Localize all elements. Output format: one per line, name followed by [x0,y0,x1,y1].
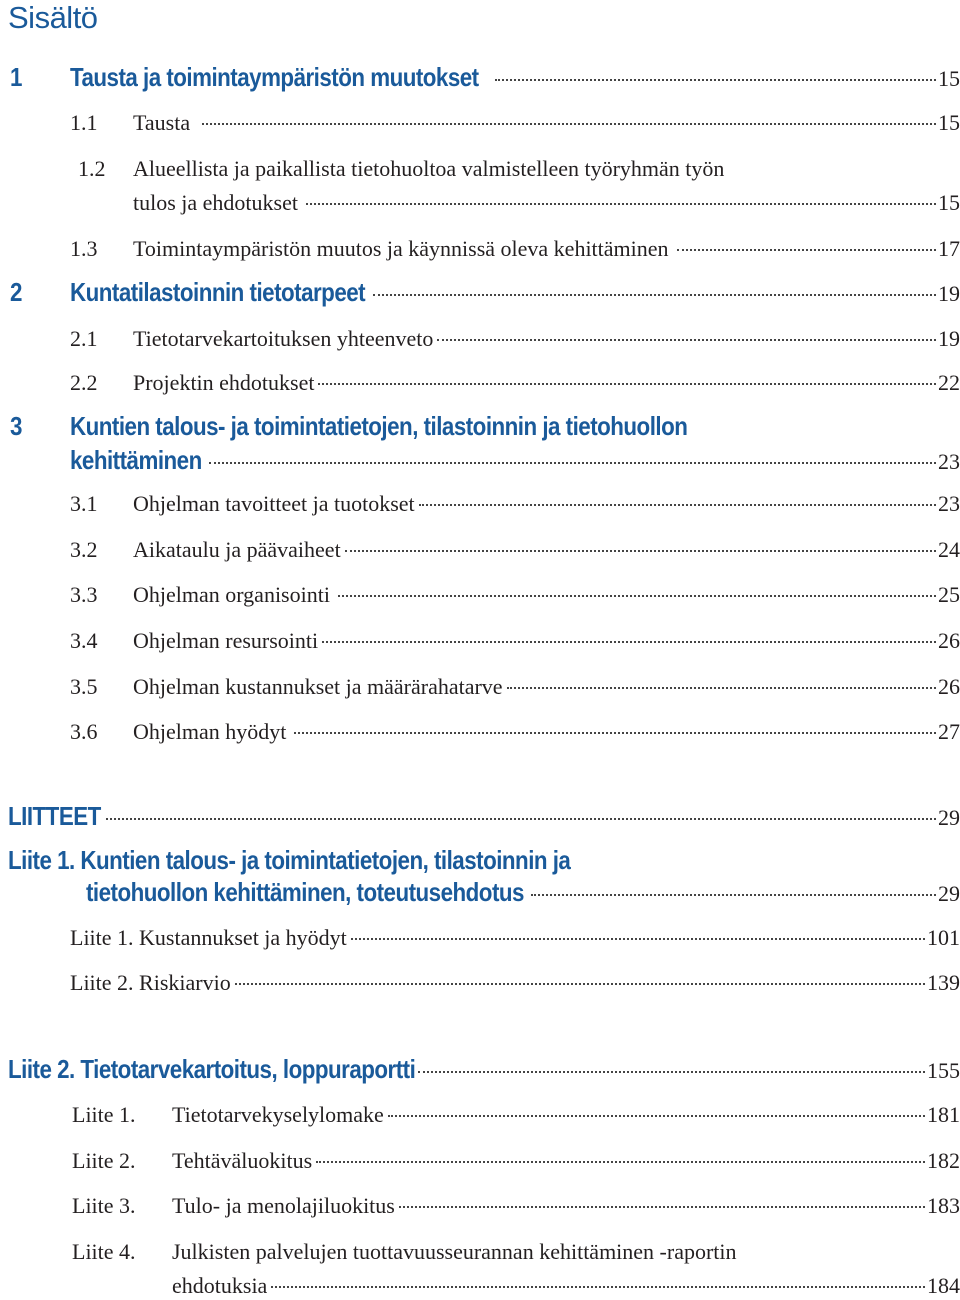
entry-title: Ohjelman hyödyt [133,719,287,744]
entry-number: Liite 3. [72,1193,136,1218]
page-number: 155 [927,1058,960,1083]
dot-leader [437,339,936,341]
page-number: 29 [938,881,960,906]
entry-number: 3 [10,411,22,441]
entry-title: Ohjelman resursointi [133,628,319,653]
page-number: 22 [938,370,960,395]
toc-entry[interactable] [0,1148,960,1174]
page-number: 181 [927,1102,960,1127]
toc-entry[interactable] [0,277,960,308]
entry-title: Tietotarvekartoituksen yhteenveto [133,326,434,351]
page-number: 19 [938,281,960,306]
toc-entry[interactable] [0,628,960,654]
entry-number: 3.4 [70,628,98,653]
entry-title: Kuntatilastoinnin tietotarpeet [70,277,366,307]
entry-title: Ohjelman organisointi [133,582,330,607]
entry-number: 1.1 [70,110,98,135]
dot-leader [271,1286,925,1288]
entry-title: Kuntien talous- ja toimintatietojen, tilastoinnin ja tietohuollon [70,411,688,441]
toc-entry[interactable] [0,674,960,700]
dot-leader [306,203,936,205]
toc-entry[interactable] [0,370,960,396]
entry-number: Liite 1. [72,1102,136,1127]
toc-entry[interactable] [0,719,960,745]
toc-entry[interactable] [0,925,960,951]
toc-entry[interactable] [0,1102,960,1128]
entry-title: Liite 2. Riskiarvio [70,970,231,995]
entry-number: 2 [10,277,22,307]
entry-title: Tausta [133,110,191,135]
toc-entry[interactable] [0,801,960,832]
entry-title: Tulo- ja menolajiluokitus [172,1193,395,1218]
entry-number: 1 [10,62,22,92]
page-number: 25 [938,582,960,607]
dot-leader [338,595,936,597]
entry-title: Liite 2. Tietotarvekartoitus, loppuraportti [8,1054,416,1084]
entry-number: Liite 4. [72,1239,136,1264]
entry-title: Aikataulu ja päävaiheet [133,537,341,562]
dot-leader [294,732,936,734]
page-number: 23 [938,491,960,516]
page-number: 23 [938,449,960,474]
toc-entry[interactable] [0,445,960,476]
page-number: 101 [927,925,960,950]
entry-title: Alueellista ja paikallista tietohuoltoa valmistelleen työryhmän työn [133,156,725,181]
dot-leader [316,1161,925,1163]
entry-title: Tietotarvekyselylomake [172,1102,384,1127]
dot-leader [677,249,936,251]
dot-leader [531,894,936,896]
entry-title-continued: kehittäminen [70,445,202,475]
toc-entry[interactable] [0,236,960,262]
entry-number: 2.2 [70,370,98,395]
entry-title: LIITTEET [8,801,101,831]
entry-title: Toimintaympäristön muutos ja käynnissä oleva kehittäminen [133,236,669,261]
entry-number: 2.1 [70,326,98,351]
toc-entry[interactable] [0,190,960,216]
entry-title-continued: tietohuollon kehittäminen, toteutusehdotus [86,877,524,907]
dot-leader [322,641,936,643]
toc-entry[interactable] [0,110,960,136]
dot-leader [209,462,936,464]
page-number: 27 [938,719,960,744]
page-number: 15 [938,110,960,135]
page-number: 184 [927,1273,960,1298]
entry-number: Liite 2. [72,1148,136,1173]
entry-number: 3.6 [70,719,98,744]
page-number: 183 [927,1193,960,1218]
dot-leader [345,550,936,552]
entry-number: 1.2 [78,156,106,181]
entry-title: Ohjelman tavoitteet ja tuotokset [133,491,415,516]
entry-title-continued: tulos ja ehdotukset [133,190,298,215]
dot-leader [235,983,925,985]
page-number: 182 [927,1148,960,1173]
dot-leader [351,938,925,940]
dot-leader [318,383,936,385]
dot-leader [106,818,936,820]
page-number: 139 [927,970,960,995]
page-title: Sisältö [8,0,98,35]
dot-leader [202,123,936,125]
page-number: 24 [938,537,960,562]
page-number: 19 [938,326,960,351]
entry-title-continued: ehdotuksia [172,1273,268,1298]
page-number: 17 [938,236,960,261]
dot-leader [373,294,936,296]
dot-leader [388,1115,925,1117]
toc-entry[interactable] [0,877,960,908]
entry-title: Tehtäväluokitus [172,1148,313,1173]
toc-entry[interactable] [0,1273,960,1299]
entry-title: Julkisten palvelujen tuottavuusseurannan kehittäminen -raportin [172,1239,737,1264]
dot-leader [507,687,936,689]
entry-number: 3.2 [70,537,98,562]
entry-title: Ohjelman kustannukset ja määrärahatarve [133,674,503,699]
entry-title: Liite 1. Kustannukset ja hyödyt [70,925,347,950]
page-number: 15 [938,190,960,215]
toc-entry[interactable] [0,1193,960,1219]
toc-entry[interactable] [0,970,960,996]
dot-leader [495,79,936,81]
toc-entry[interactable] [0,537,960,563]
entry-title: Liite 1. Kuntien talous- ja toimintatietojen, tilastoinnin ja [8,845,571,875]
toc-entry[interactable] [0,62,960,93]
toc-entry[interactable] [0,326,960,352]
entry-number: 3.3 [70,582,98,607]
entry-number: 3.1 [70,491,98,516]
entry-title: Tausta ja toimintaympäristön muutokset [70,62,479,92]
dot-leader [418,1071,925,1073]
page-number: 26 [938,628,960,653]
toc-entry[interactable] [0,582,960,608]
page-number: 15 [938,66,960,91]
toc-entry[interactable] [0,1054,960,1085]
entry-number: 1.3 [70,236,98,261]
entry-number: 3.5 [70,674,98,699]
dot-leader [399,1206,925,1208]
toc-entry[interactable] [0,491,960,517]
page-number: 26 [938,674,960,699]
dot-leader [419,504,936,506]
entry-title: Projektin ehdotukset [133,370,315,395]
page-number: 29 [938,805,960,830]
